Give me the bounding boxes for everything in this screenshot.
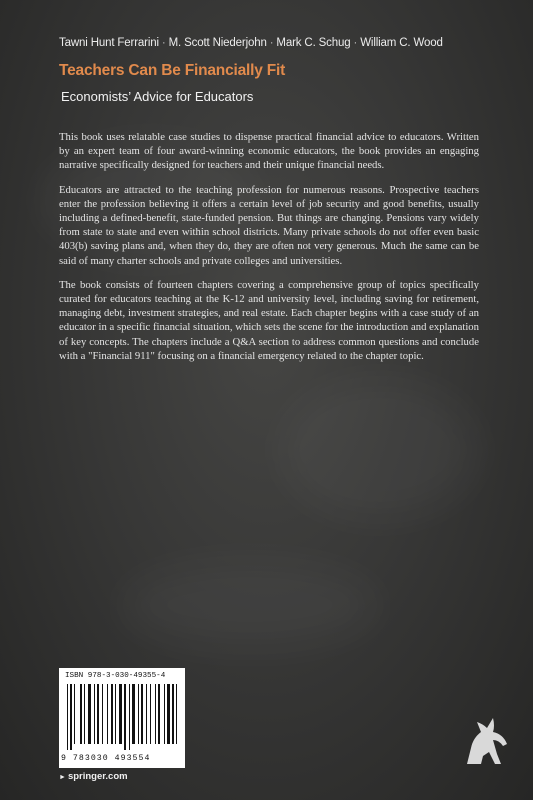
isbn-label: ISBN 978-3-030-49355-4	[65, 672, 166, 680]
barcode-bar	[102, 684, 103, 744]
blurb-paragraph: Educators are attracted to the teaching profession for numerous reasons. Prospective teachers enter the profession believing it offers a certain level of job security and good benefits, usually including a defined-benefit, state-funded pension. But things are changing. Pensions vary widely from state to state and even within school districts. Many private schools do not offer even basic 403(b) saving plans and, when they do, they are often not very generous. Much the same can be said of many charter schools and private colleges and universities.	[59, 183, 479, 267]
barcode-bar	[107, 684, 108, 744]
barcode-bar	[138, 684, 139, 744]
author-separator: ·	[161, 37, 166, 49]
barcode-bar	[155, 684, 156, 744]
author-name: M. Scott Niederjohn	[168, 37, 267, 49]
barcode-bar	[88, 684, 91, 744]
chalk-smudge	[280, 380, 480, 520]
author-separator: ·	[353, 37, 358, 49]
blurb	[59, 130, 479, 373]
barcode-bar	[119, 684, 122, 744]
book-title: Teachers Can Be Financially Fit	[59, 62, 286, 79]
barcode-bar	[146, 684, 147, 744]
barcode-bar	[111, 684, 113, 744]
barcode-bar	[164, 684, 165, 744]
barcode-bar	[84, 684, 85, 744]
barcode-bar	[150, 684, 151, 744]
barcode-bar	[167, 684, 170, 744]
author-name: Mark C. Schug	[276, 37, 351, 49]
barcode-bar	[132, 684, 135, 744]
barcode-digits: 9 783030 493554	[61, 754, 151, 763]
publisher-link[interactable]: springer.com	[67, 771, 128, 782]
barcode-bar	[80, 684, 82, 744]
barcode-bar	[67, 684, 68, 750]
book-subtitle: Economists’ Advice for Educators	[61, 89, 254, 104]
barcode-bar	[172, 684, 174, 744]
barcode-bar	[115, 684, 116, 744]
author-list	[59, 37, 499, 49]
barcode-bar	[176, 684, 177, 744]
author-separator: ·	[269, 37, 274, 49]
barcode-bar	[158, 684, 160, 744]
blurb-paragraph: This book uses relatable case studies to dispense practical financial advice to educators. Written by an expert team of four award-winning economic educators, the book provides an engaging narrative specifically designed for teachers and their unique financial needs.	[59, 131, 479, 172]
barcode-bar	[129, 684, 130, 750]
blurb-paragraph: The book consists of fourteen chapters covering a comprehensive group of topics specifically curated for educators teaching at the K-12 and university level, including saving for retirement, managing debt, investment strategies, and real estate. Each chapter begins with a case study of an educator in a specific financial situation, which sets the scene for the introduction and explanation of key concepts. The chapters include a Q&A section to address common questions and conclude with a "Financial 911" focusing on a financial emergency related to the chapter topic.	[59, 278, 479, 362]
barcode-bar	[141, 684, 143, 744]
barcode-bar	[74, 684, 75, 744]
springer-horse-logo-icon	[457, 712, 513, 768]
barcode-bar	[124, 684, 126, 750]
chalk-smudge	[120, 560, 380, 650]
barcode-bar	[70, 684, 72, 750]
author-name: William C. Wood	[360, 37, 443, 49]
barcode-panel	[59, 668, 185, 768]
barcode-bar	[94, 684, 95, 744]
barcode	[67, 684, 179, 750]
barcode-bar	[97, 684, 99, 744]
publisher-url	[59, 771, 128, 782]
arrow-icon: ►	[59, 774, 66, 781]
author-name: Tawni Hunt Ferrarini	[59, 37, 159, 49]
